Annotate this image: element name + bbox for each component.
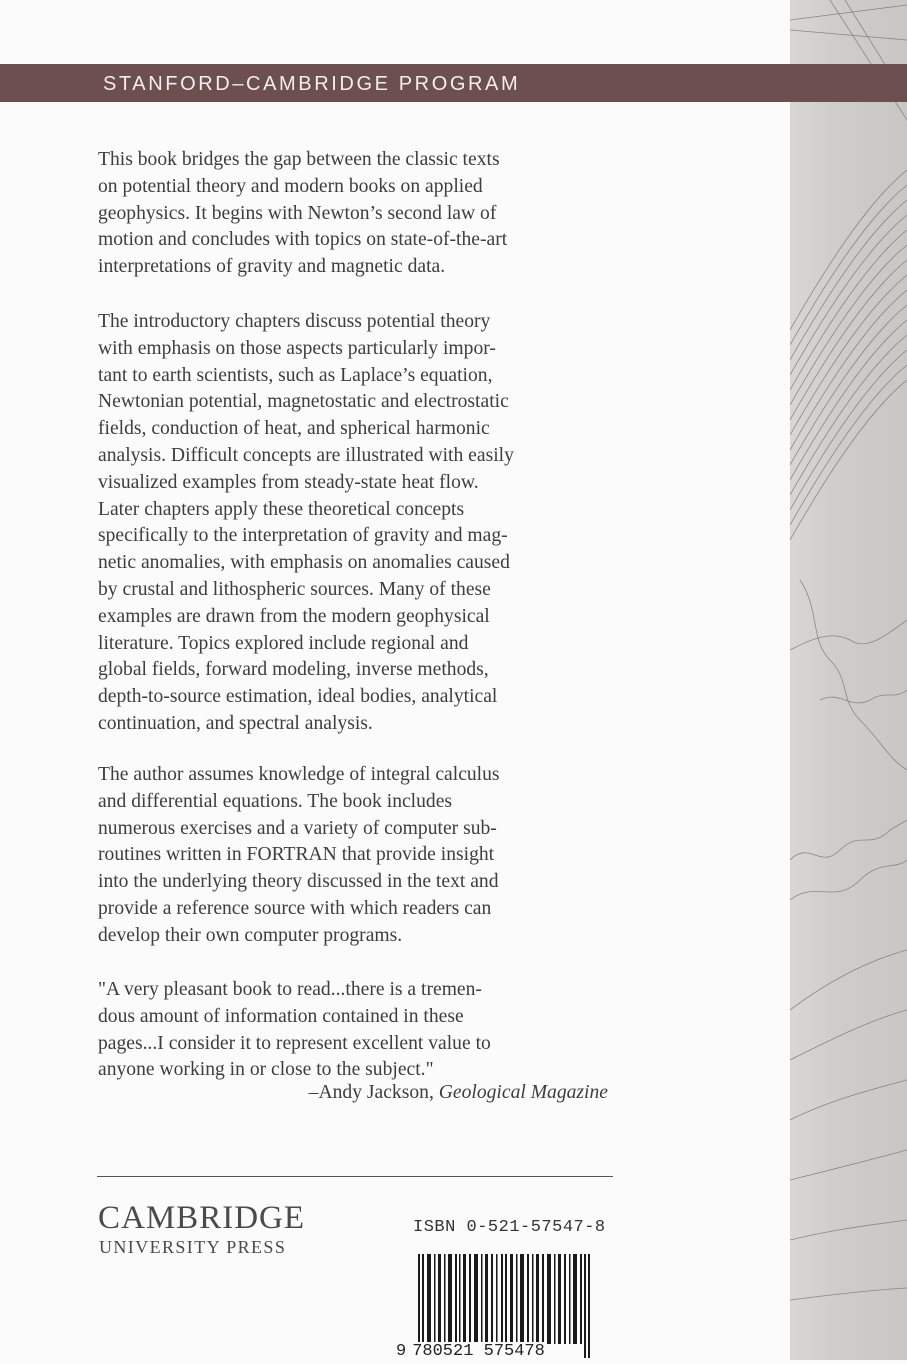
description-paragraph-2: The introductory chapters discuss potential theory with emphasis on those aspects particularly impor- tant to earth scientists, such as Laplace’s equation, Newtonian potential, magnetostatic and electrostatic fields, conduction of heat, and spherical harmonic analysis. Difficult concepts are illustrated with easily visualized examples from steady-state heat flow. Later chapters apply these theoretical concepts specifically to the interpretation of gravity and mag- netic anomalies, with emphasis on anomalies caused by crustal and lithospheric sources. Many of these examples are drawn from the modern geophysical literature. Topics explored include regional and global fields, forward modeling, inverse methods, depth-to-source estimation, ideal bodies, analytical continuation, and spectral analysis. bbox=[98, 311, 514, 734]
divider bbox=[97, 1176, 613, 1177]
cover-art-strip bbox=[790, 0, 907, 1360]
review-attribution bbox=[244, 1082, 608, 1104]
isbn-label: ISBN 0-521-57547-8 bbox=[413, 1218, 606, 1237]
publisher-logo-subtitle: UNIVERSITY PRESS bbox=[99, 1237, 287, 1257]
barcode-lead-digit: 9 bbox=[396, 1342, 407, 1361]
review-publication: Geological Magazine bbox=[438, 1082, 608, 1103]
review-quote: "A very pleasant book to read...there is a tremen- dous amount of information contained in these pages...I consider it to represent excellent value to anyone working in or close to the subject." bbox=[98, 979, 491, 1081]
program-band bbox=[0, 64, 907, 102]
contour-lines-illustration bbox=[790, 0, 907, 1360]
barcode-digits: 780521 575478 bbox=[412, 1342, 545, 1361]
description-paragraph-1: This book bridges the gap between the classic texts on potential theory and modern books on applied geophysics. It begins with Newton’s second law of motion and concludes with topics on state-of-the-art interpretations of gravity and magnetic data. bbox=[98, 149, 508, 278]
review-author: –Andy Jackson, bbox=[308, 1082, 439, 1103]
description-paragraph-3: The author assumes knowledge of integral calculus and differential equations. The book includes numerous exercises and a variety of computer sub- routines written in FORTRAN that provide insight into the underlying theory discussed in the text and provide a reference source with which readers can develop their own computer programs. bbox=[98, 764, 500, 946]
barcode-number bbox=[396, 1342, 545, 1361]
program-title: STANFORD–CAMBRIDGE PROGRAM bbox=[103, 73, 521, 95]
publisher-logo-name: CAMBRIDGE bbox=[98, 1200, 306, 1236]
